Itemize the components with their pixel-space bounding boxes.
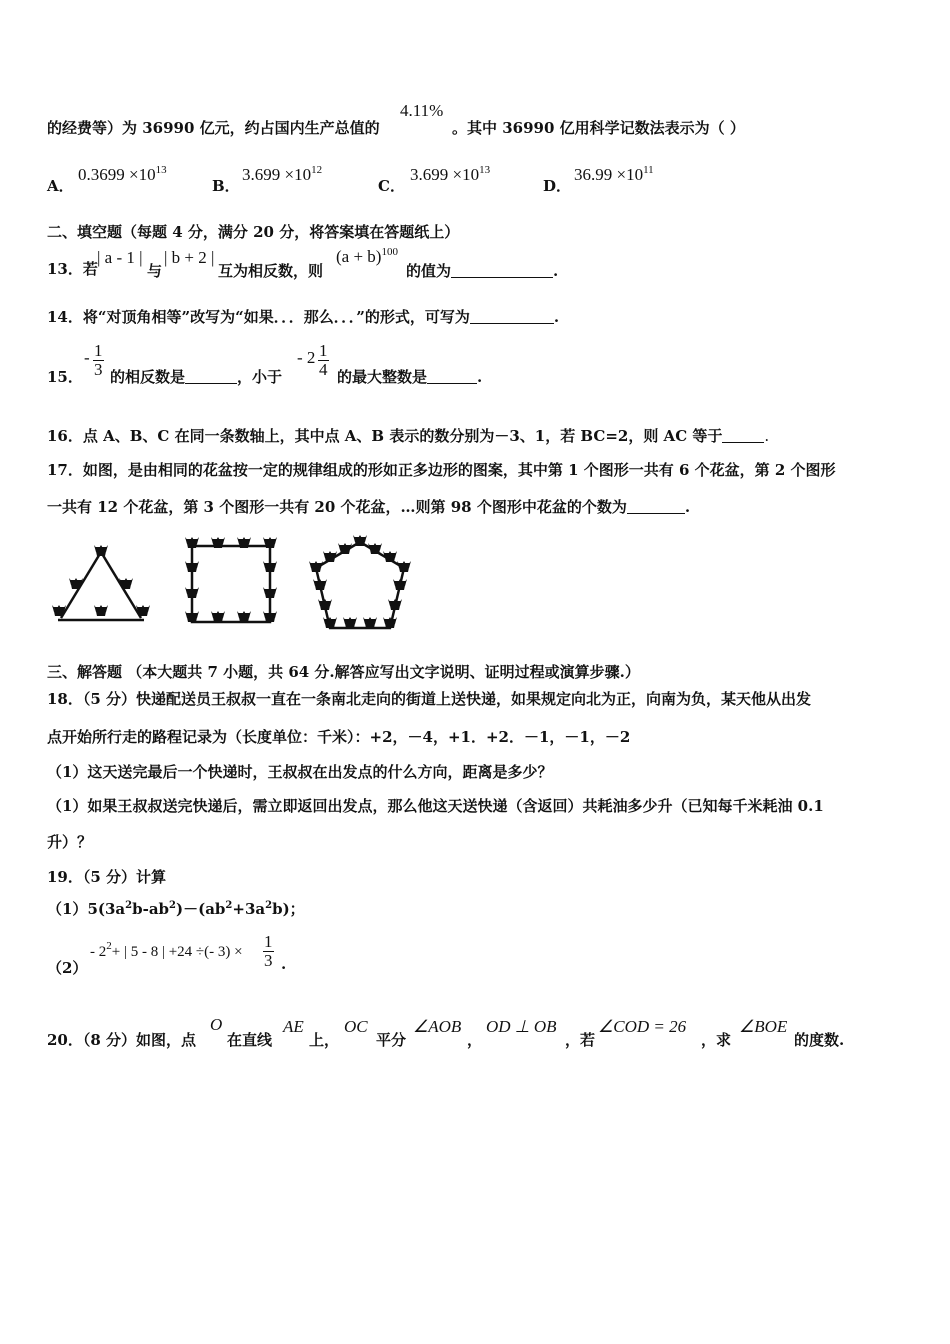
q20-angle-cod: ∠COD = 26	[598, 1017, 687, 1036]
question-20-text-7: ，求	[701, 1031, 732, 1049]
q13-tail: 的值为 .	[406, 262, 559, 280]
question-14: 14．将“对顶角相等”改写为“如果．．．那么．．．”的形式，可写为 .	[47, 308, 560, 326]
triangle-figure	[52, 545, 150, 620]
question-20-text-6: ，若	[565, 1031, 596, 1049]
q15-answer-blank-1[interactable]	[185, 369, 237, 384]
q13-abs-a: | a - 1 |	[97, 248, 143, 267]
q20-point-o: O	[210, 1015, 223, 1034]
flower-pot-icon	[263, 587, 277, 598]
option-a-value: $0.3699 \times 10^{13}$	[78, 164, 167, 184]
q13-text-and: 与	[147, 262, 163, 280]
q15-text-2: 的最大整数是 .	[337, 368, 483, 386]
question-16: 16．点 A、B、C 在同一条数轴上，其中点 A、B 表示的数分别为－3、1，若 BC=2，则 AC 等于 .	[47, 427, 770, 445]
question-18-line-1: 18．（5 分）快递配送员王叔叔一直在一条南北走向的街道上送快递，如果规定向北为正，向南为负，某天他从出发	[47, 690, 812, 708]
flower-pot-icon	[313, 579, 327, 590]
pattern-figures	[44, 532, 424, 642]
question-19-part-1: $(1)5(3a^2b-ab^2)-(ab^2+3a^2b)$；	[47, 900, 305, 918]
q20-angle-aob: ∠AOB	[413, 1017, 462, 1036]
question-17-line-2: 一共有 12 个花盆，第 3 个图形一共有 20 个花盆，…则第 98 个图形中花盆的个数为 .	[47, 498, 691, 516]
q15-fraction-2: $\frac{1}{4}$	[319, 341, 328, 379]
option-b: B．	[212, 177, 240, 195]
question-20-text-3: 上，	[309, 1031, 340, 1049]
flower-pot-icon	[393, 579, 407, 590]
flower-pot-icon	[323, 551, 337, 562]
q15-fraction-1: $\frac{1}{3}$	[94, 341, 103, 379]
question-18-part-1: （1）这天送完最后一个快递时，王叔叔在出发点的什么方向，距离是多少？	[47, 763, 553, 781]
flower-pot-icon	[263, 611, 277, 622]
flower-pot-icon	[263, 561, 277, 572]
question-18-part-2: （1）如果王叔叔送完快递后，需立即返回出发点，那么他这天送快递（含返回）共耗油多少升（已知每千米耗油 0.1	[47, 797, 824, 815]
flower-pot-icon	[185, 561, 199, 572]
q15-minus: -	[84, 348, 90, 367]
flower-pot-icon	[309, 561, 323, 572]
option-a: A．	[47, 177, 74, 195]
flower-pot-icon	[237, 611, 251, 622]
option-b-value: $3.699 \times 10^{12}$	[242, 164, 323, 184]
question-20-text-4: 平分	[376, 1031, 407, 1049]
flower-pot-icon	[388, 599, 402, 610]
q20-angle-boe: ∠BOE	[739, 1017, 788, 1036]
question-20-text-2: 在直线	[227, 1031, 273, 1049]
question-18-part-2-end: 升）？	[47, 833, 93, 851]
q20-perpendicular: OD ⊥ OB	[486, 1017, 557, 1036]
flower-pot-icon	[185, 587, 199, 598]
flower-pot-icon	[94, 605, 108, 616]
q13-abs-b: | b + 2 |	[164, 248, 215, 267]
q19-part-2-fraction: $\frac{1}{3}$	[264, 932, 273, 970]
q19-part-2-expression: - $2^2+$ | 5 - 8 | +24 ÷(- 3) ×	[90, 940, 243, 960]
q12-percent: 4.11%	[400, 101, 444, 120]
q13-text-opposite: 互为相反数，则	[218, 262, 324, 280]
option-c: C．	[378, 177, 405, 195]
q17-answer-blank[interactable]	[627, 499, 685, 514]
question-20-text-8: 的度数.	[794, 1031, 845, 1049]
section-3-title: 三、解答题 （本大题共 7 小题，共 64 分.解答应写出文字说明、证明过程或演算步骤.）	[47, 663, 640, 681]
flower-pot-icon	[323, 617, 337, 628]
q15-mixed-whole: - 2	[297, 348, 316, 367]
q12-line-end: 。其中 36990 亿用科学记数法表示为（ ）	[452, 119, 745, 137]
q16-answer-blank[interactable]	[722, 428, 764, 443]
option-c-value: $3.699 \times 10^{13}$	[410, 164, 491, 184]
option-d: D．	[543, 177, 572, 195]
q20-line-ae: AE	[283, 1017, 304, 1036]
question-19-part-2-label: （2）	[47, 959, 88, 977]
option-d-value: $36.99 \times 10^{11}$	[574, 164, 654, 184]
question-15-num: 15．	[47, 368, 83, 386]
flower-pot-icon	[397, 561, 411, 572]
q12-line: 的经费等）为 36990 亿元，约占国内生产总值的	[47, 119, 380, 137]
q20-ray-oc: OC	[344, 1017, 368, 1036]
flower-pot-icon	[185, 611, 199, 622]
question-20-text-1: 20．（8 分）如图，点	[47, 1031, 197, 1049]
section-2-title: 二、填空题（每题 4 分，满分 20 分，将答案填在答题纸上）	[47, 223, 460, 241]
flower-pot-icon	[343, 617, 357, 628]
pentagon-figure	[309, 535, 411, 628]
question-18-line-2: 点开始所行走的路程记录为（长度单位：千米）：+2，－4，+1．+2．－1，－1，－2	[47, 728, 631, 746]
question-13: 13．若	[47, 260, 98, 278]
question-17-line-1: 17．如图，是由相同的花盆按一定的规律组成的形如正多边形的图案，其中第 1 个图形一共有 6 个花盆，第 2 个图形	[47, 461, 836, 479]
flower-pot-icon	[363, 617, 377, 628]
question-20-text-5: ，	[467, 1031, 483, 1049]
flower-pot-icon	[211, 611, 225, 622]
question-19-title: 19．（5 分）计算	[47, 868, 167, 886]
flower-pot-icon	[383, 551, 397, 562]
q13-expression: $(a + b)^{100}$	[336, 246, 398, 266]
square-figure	[185, 537, 277, 622]
q14-answer-blank[interactable]	[470, 309, 554, 324]
flower-pot-icon	[383, 617, 397, 628]
flower-pot-icon	[318, 599, 332, 610]
q15-answer-blank-2[interactable]	[427, 369, 477, 384]
q13-answer-blank[interactable]	[451, 263, 553, 278]
flower-pot-icon	[94, 545, 108, 556]
q15-text-1: 的相反数是 ，小于	[110, 368, 283, 386]
q19-part-2-end: .	[281, 955, 287, 973]
